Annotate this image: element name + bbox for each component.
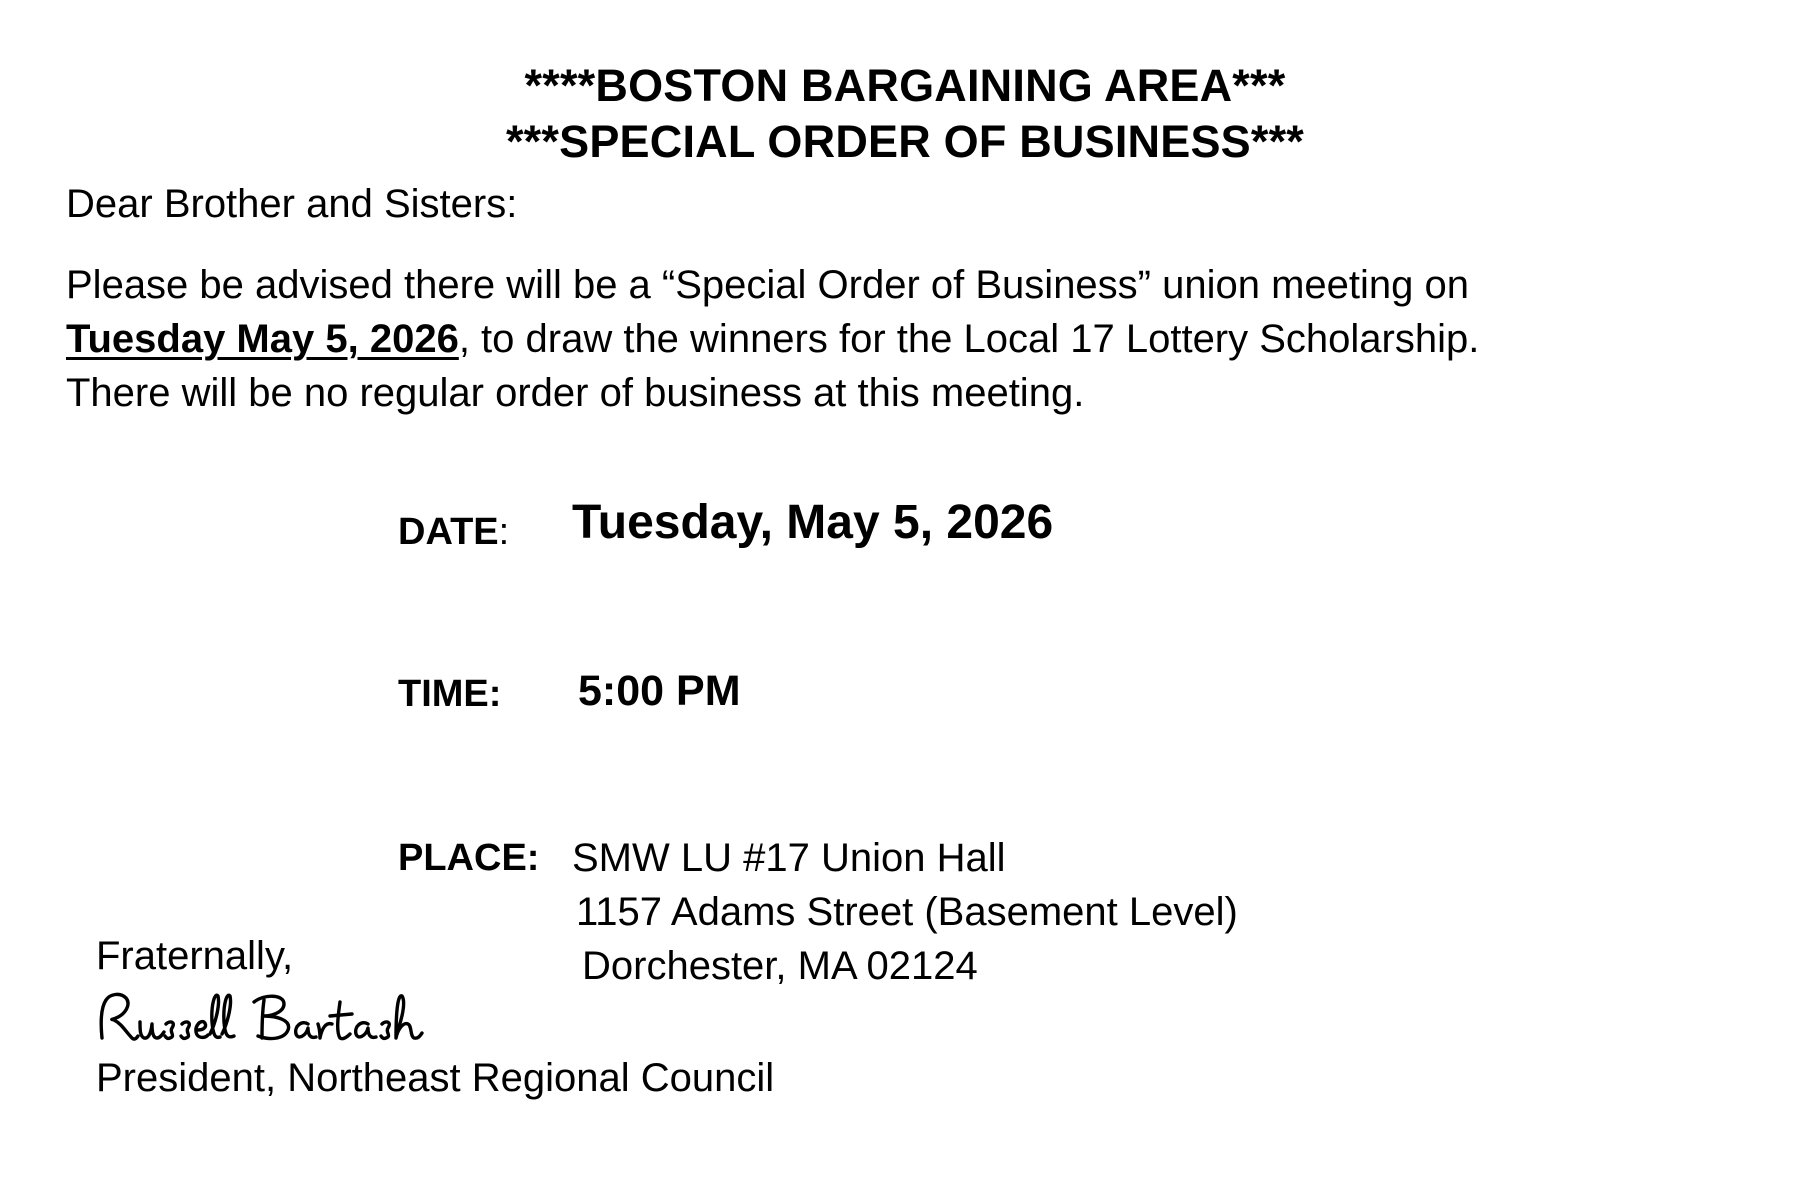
time-value: 5:00 PM [578, 667, 741, 715]
place-label: PLACE: [398, 837, 540, 879]
signature-image [96, 988, 496, 1058]
paragraph-line-2-rest: , to draw the winners for the Local 17 Lottery Scholarship. [458, 317, 1480, 361]
header-title-line1: ****BOSTON BARGAINING AREA*** [524, 60, 1286, 111]
valediction: Fraternally, [96, 934, 294, 978]
letter-header [0, 58, 1800, 170]
salutation: Dear Brother and Sisters: [66, 182, 518, 226]
time-label: TIME: [398, 673, 502, 715]
meeting-date-emphasis: Tuesday May 5, 2026 [66, 317, 459, 361]
paragraph-line-3: There will be no regular order of business at this meeting. [66, 371, 1085, 415]
date-label [398, 511, 509, 554]
place-venue: SMW LU #17 Union Hall [572, 836, 1006, 880]
date-label-colon: : [498, 511, 510, 553]
place-address [572, 831, 1238, 993]
header-title-line2: ***SPECIAL ORDER OF BUSINESS*** [505, 116, 1305, 167]
place-street: 1157 Adams Street (Basement Level) [576, 890, 1238, 934]
announcement-paragraph [66, 258, 1786, 420]
place-city: Dorchester, MA 02124 [582, 944, 978, 988]
paragraph-line-2 [66, 312, 1786, 366]
paragraph-line-1: Please be advised there will be a “Special Order of Business” union meeting on [66, 263, 1470, 307]
handwritten-signature [96, 988, 496, 1058]
signer-title: President, Northeast Regional Council [96, 1056, 775, 1100]
date-label-text: DATE [398, 511, 499, 553]
date-value: Tuesday, May 5, 2026 [572, 496, 1054, 549]
